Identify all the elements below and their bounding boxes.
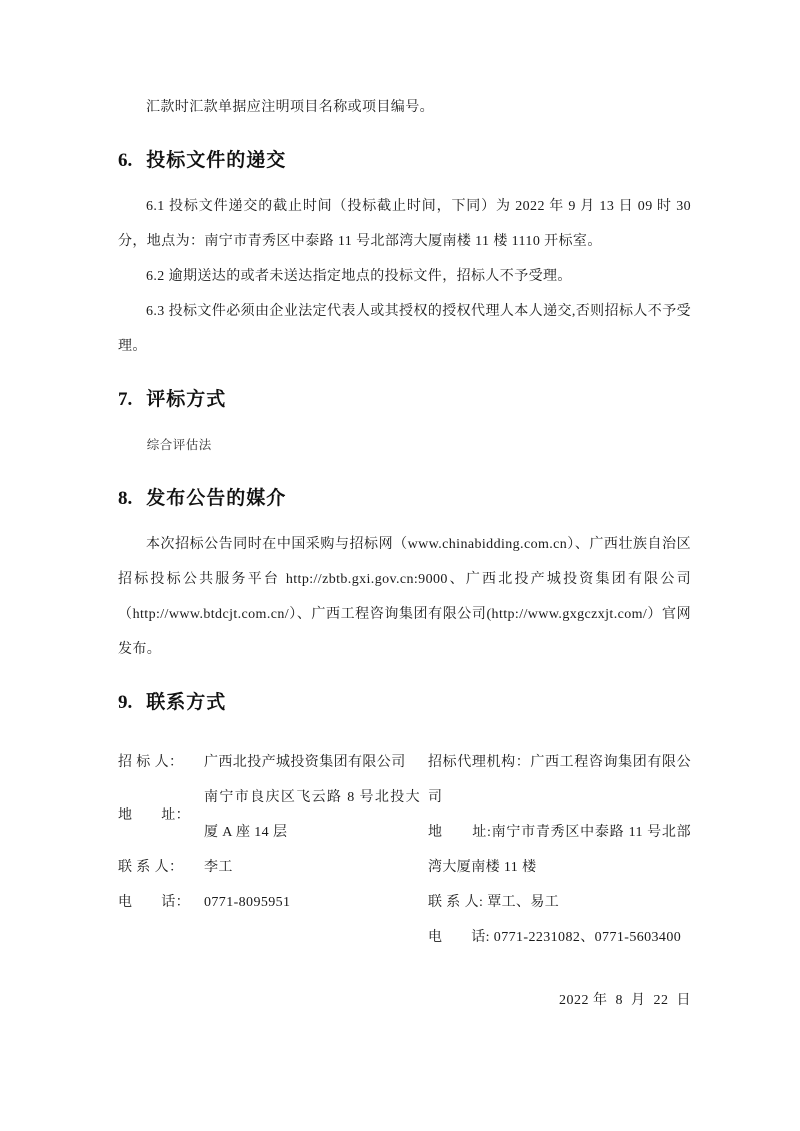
agency-address-value: 南宁市青秀区中泰路 11 号北部湾大厦南楼 11 楼 (428, 825, 691, 875)
agency-name-value: 广西工程咨询集团有限公司 (428, 755, 691, 805)
paragraph-6-2: 6.2 逾期送达的或者未送达指定地点的投标文件，招标人不予受理。 (146, 269, 572, 284)
tenderer-name-row (118, 745, 420, 780)
section-9-title: 联系方式 (146, 692, 227, 713)
document-date: 2022 年 8 月 22 日 (559, 993, 691, 1008)
agency-phone-row (428, 920, 691, 955)
section-9-number: 9. (118, 692, 133, 713)
tenderer-address-row (118, 780, 420, 850)
tenderer-contact-column (118, 745, 420, 955)
section-7-number: 7. (118, 389, 133, 410)
tenderer-contact-person-row (118, 850, 420, 885)
section-6-title: 投标文件的递交 (146, 150, 287, 171)
agency-phone-label: 电 话: (428, 930, 494, 945)
tenderer-contact-person-label: 联 系 人： (118, 860, 184, 875)
agency-name-row (428, 745, 691, 815)
agency-contact-person-label: 联 系 人: (428, 895, 488, 910)
agency-contact-person-value: 覃工、易工 (487, 895, 560, 910)
agency-address-row (428, 815, 691, 885)
tenderer-address-label: 地 址： (118, 807, 190, 823)
paragraph-6-3: 6.3 投标文件必须由企业法定代表人或其授权的授权代理人本人递交,否则招标人不予受理。 (118, 304, 691, 354)
section-9-heading (118, 691, 691, 715)
paragraph-6-1: 6.1 投标文件递交的截止时间（投标截止时间，下同）为 2022 年 9 月 13 日 09 时 30 分，地点为：南宁市青秀区中泰路 11 号北部湾大厦南楼 11 楼 1110 开标室。 (118, 199, 691, 249)
section-8-title: 发布公告的媒介 (146, 488, 287, 509)
evaluation-method-text: 综合评估法 (146, 438, 212, 452)
tenderer-name-label: 招 标 人： (118, 755, 184, 770)
tenderer-contact-person-value: 李工 (204, 860, 233, 875)
agency-contact-column (428, 745, 691, 955)
agency-contact-person-row (428, 885, 691, 920)
agency-phone-value: 0771-2231082、0771-5603400 (493, 930, 682, 945)
section-6-number: 6. (118, 150, 133, 171)
tenderer-phone-value: 0771-8095951 (204, 895, 291, 910)
leading-paragraph: 汇款时汇款单据应注明项目名称或项目编号。 (146, 100, 434, 115)
section-6-heading (118, 149, 691, 173)
tenderer-name-value: 广西北投产城投资集团有限公司 (204, 755, 406, 770)
agency-name-label: 招标代理机构： (428, 755, 531, 770)
section-8-heading (118, 487, 691, 511)
agency-address-label: 地 址: (428, 825, 492, 840)
tenderer-phone-row (118, 885, 420, 920)
section-7-title: 评标方式 (146, 389, 227, 410)
section-8-number: 8. (118, 488, 133, 509)
tenderer-phone-label: 电 话： (118, 895, 190, 910)
announcement-media-paragraph: 本次招标公告同时在中国采购与招标网（www.chinabidding.com.cn）、广西壮族自治区招标投标公共服务平台 http://zbtb.gxi.gov.cn:9000、广西北投产城投资集团有限公司（http://www.btdcjt.com.cn/）、广西工程咨询集团有限公司(http://www.gxgczxjt.com/）官网发布。 (118, 537, 691, 657)
tenderer-address-value: 南宁市良庆区飞云路 8 号北投大厦 A 座 14 层 (204, 790, 420, 840)
contact-info-block (118, 745, 691, 955)
section-7-heading (118, 388, 691, 412)
